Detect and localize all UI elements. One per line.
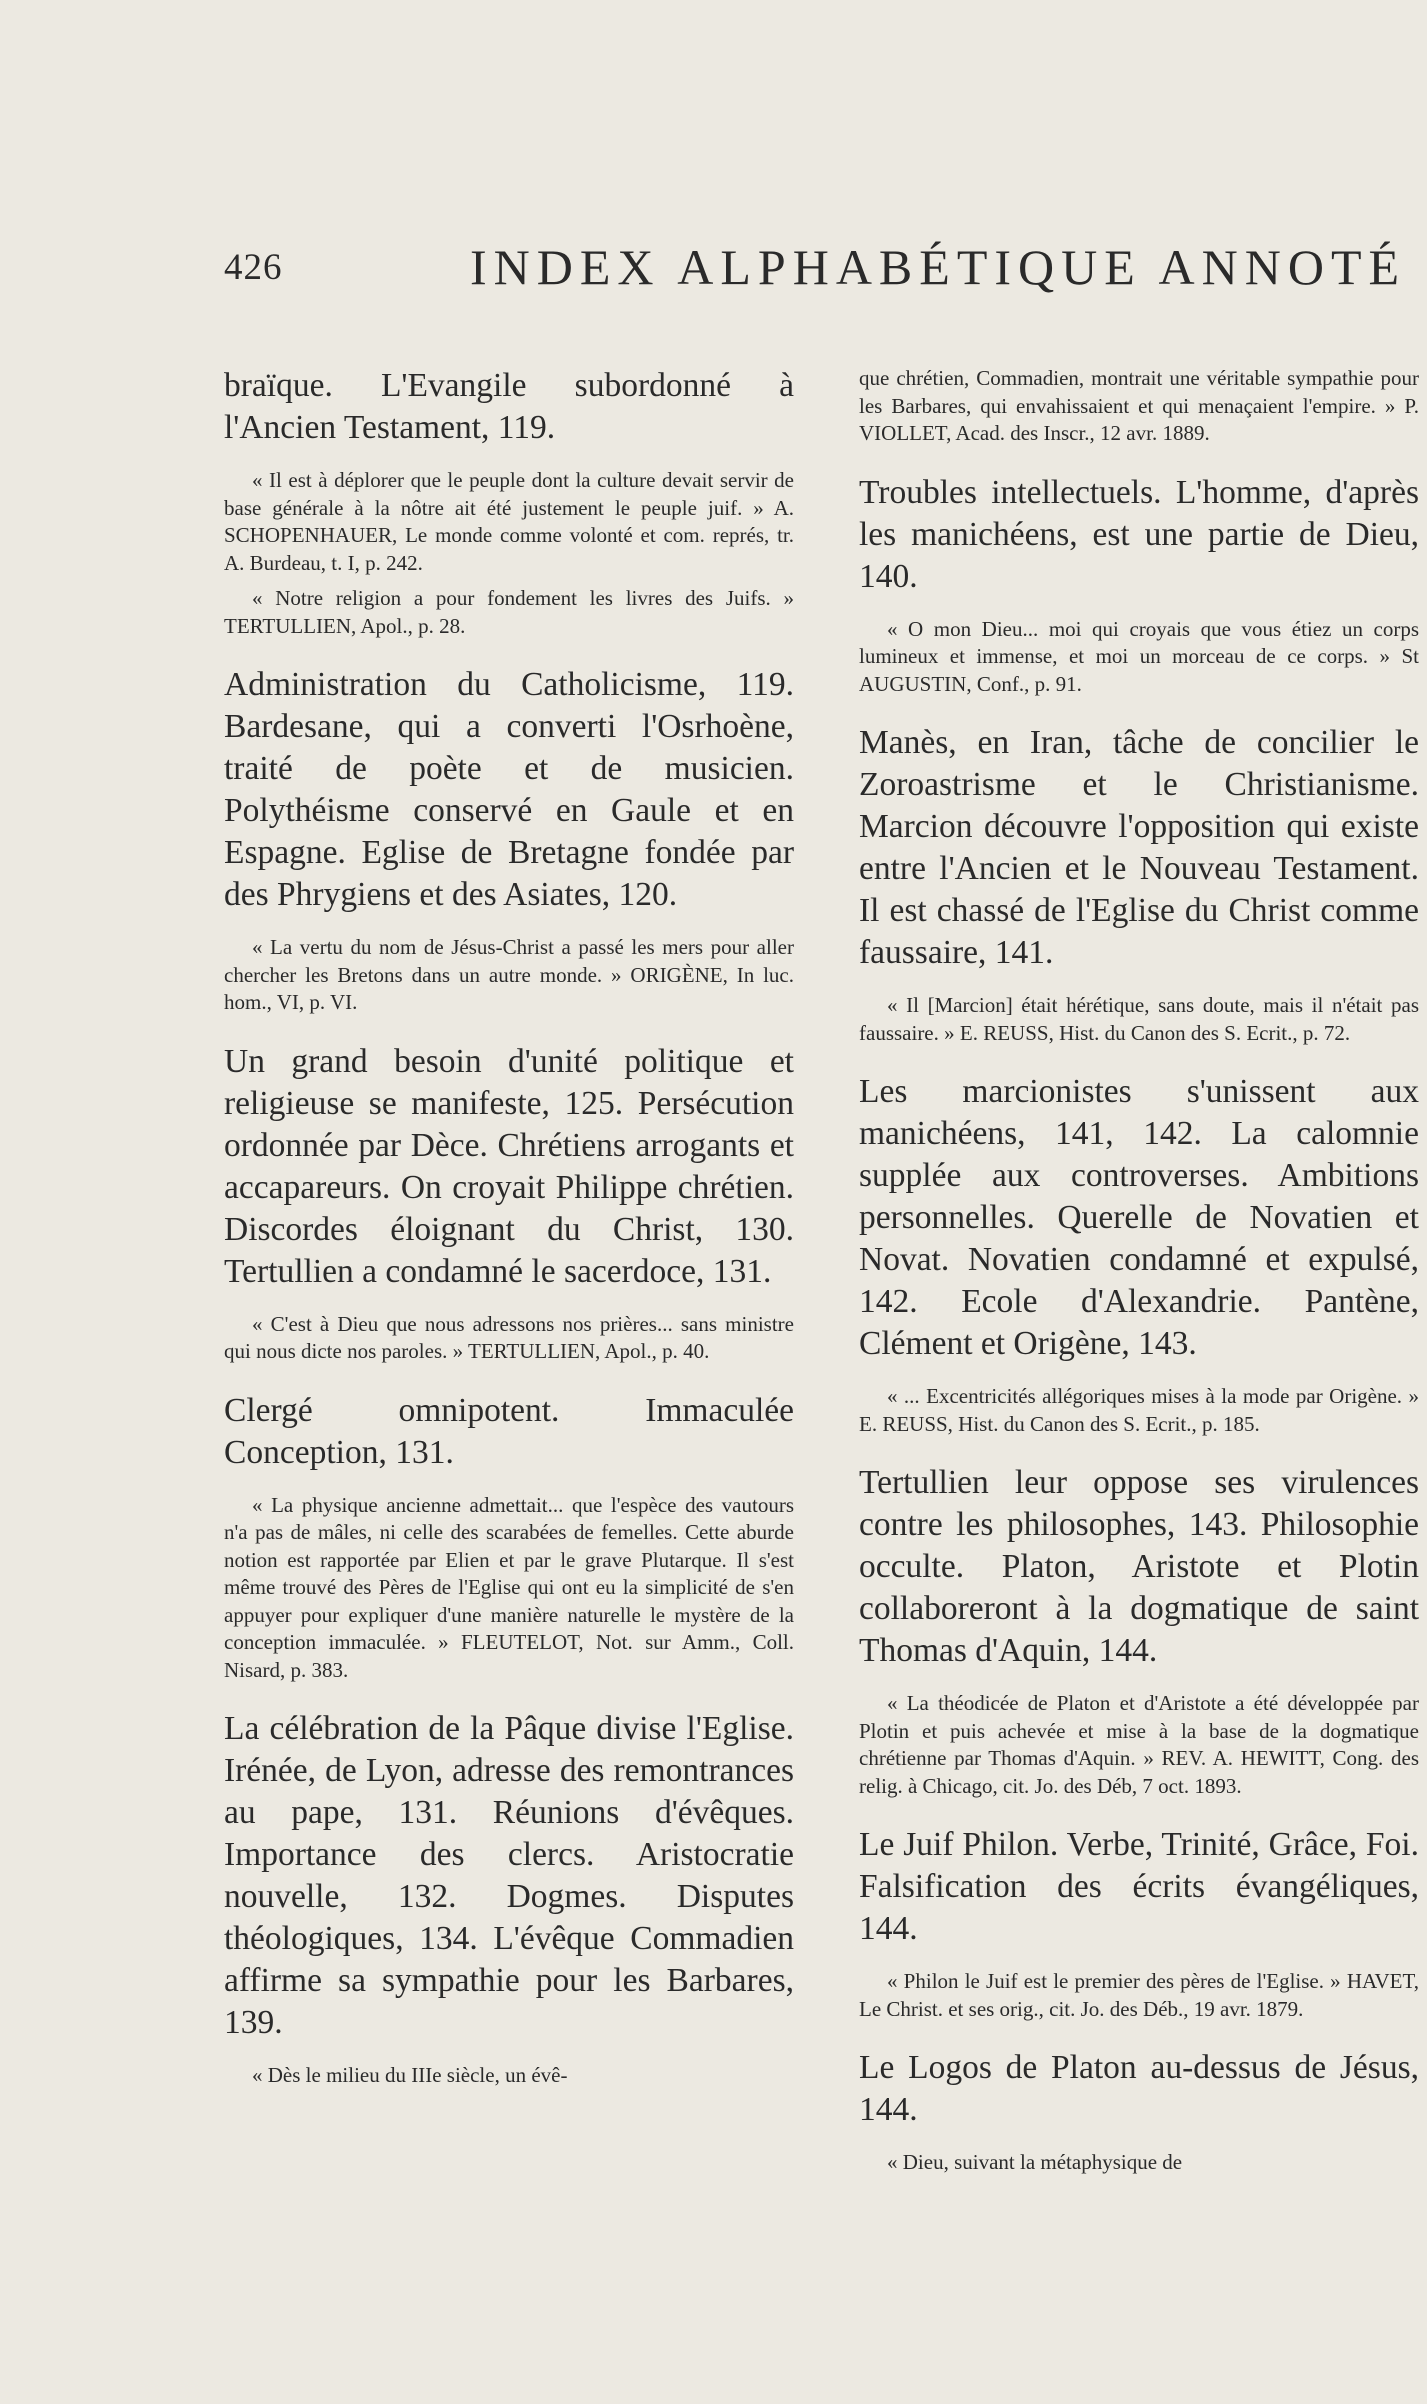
quotation: « Il [Marcion] était hérétique, sans doute, mais il n'était pas faussaire. » E. REUSS, Hist. du Canon des S. Ecrit., p. 72. xyxy=(859,993,1419,1045)
index-entry: Un grand besoin d'unité politique et religieuse se manifeste, 125. Persécution ordonnée par Dèce. Chrétiens arrogants et accapareurs. On croyait Philippe chrétien. Discordes éloignant du Christ, 130. Tertullien a condamné le sacerdoce, 131. xyxy=(224,1042,794,1290)
quotation: « ... Excentricités allégoriques mises à la mode par Origène. » E. REUSS, Hist. du Canon des S. Ecrit., p. 185. xyxy=(859,1384,1419,1436)
index-entry: Le Logos de Platon au-dessus de Jésus, 144. xyxy=(859,2049,1419,2128)
index-entry: Administration du Catholicisme, 119. Bardesane, qui a converti l'Osrhoène, traité de poète et de musicien. Polythéisme conservé en Gaule et en Espagne. Eglise de Bretagne fondée par des Phrygiens et des Asiates, 120. xyxy=(224,666,794,913)
quotation: « Il est à déplorer que le peuple dont la culture devait servir de base générale à la nôtre ait été justement le peuple juif. » A. SCHOPENHAUER, Le monde comme volonté et com. représ, tr. A. Burdeau, t. I, p. 242. xyxy=(224,468,794,575)
quotation: « C'est à Dieu que nous adressons nos prières... sans ministre qui nous dicte nos paroles. » TERTULLIEN, Apol., p. 40. xyxy=(224,1311,794,1363)
left-column xyxy=(224,365,794,2114)
running-title: INDEX ALPHABÉTIQUE ANNOTÉ xyxy=(470,239,1407,295)
index-entry: Les marcionistes s'unissent aux manichéens, 141, 142. La calomnie supplée aux controverses. Ambitions personnelles. Querelle de Novatien et Novat. Novatien condamné et expulsé, 142. Ecole d'Alexandrie. Pantène, Clément et Origène, 143. xyxy=(859,1073,1419,1362)
quotation: « La théodicée de Platon et d'Aristote a été développée par Plotin et puis achevée et mise à la base de la dogmatique chrétienne par Thomas d'Aquin. » REV. A. HEWITT, Cong. des relig. à Chicago, cit. Jo. des Déb, 7 oct. 1893. xyxy=(859,1691,1419,1798)
index-entry: Troubles intellectuels. L'homme, d'après les manichéens, est une partie de Dieu, 140. xyxy=(859,473,1419,595)
quotation: « O mon Dieu... moi qui croyais que vous étiez un corps lumineux et immense, et moi un morceau de ce corps. » St AUGUSTIN, Conf., p. 91. xyxy=(859,616,1419,696)
page-number: 426 xyxy=(224,247,283,288)
index-entry: La célébration de la Pâque divise l'Eglise. Irénée, de Lyon, adresse des remontrances au pape, 131. Réunions d'évêques. Importance des clercs. Aristocratie nouvelle, 132. Dogmes. Disputes théologiques, 134. L'évêque Commadien affirme sa sympathie pour les Barbares, 139. xyxy=(224,1710,794,2041)
quotation: « Notre religion a pour fondement les livres des Juifs. » TERTULLIEN, Apol., p. 28. xyxy=(224,586,794,638)
quotation: « Dieu, suivant la métaphysique de xyxy=(887,2150,1183,2174)
quotation-continued: que chrétien, Commadien, montrait une véritable sympathie pour les Barbares, qui envahissaient et qui menaçaient l'empire. » P. VIOLLET, Acad. des Inscr., 12 avr. 1889. xyxy=(859,366,1419,445)
page-header xyxy=(0,238,1427,298)
quotation: « Philon le Juif est le premier des pères de l'Eglise. » HAVET, Le Christ. et ses orig., cit. Jo. des Déb., 19 avr. 1879. xyxy=(859,1969,1419,2021)
quotation: « Dès le milieu du IIIe siècle, un évê- xyxy=(252,2063,568,2087)
index-entry: Clergé omnipotent. Immaculée Conception, 131. xyxy=(224,1391,794,1471)
index-entry: Manès, en Iran, tâche de concilier le Zoroastrisme et le Christianisme. Marcion découvre l'opposition qui existe entre l'Ancien et le Nouveau Testament. Il est chassé de l'Eglise du Christ comme faussaire, 141. xyxy=(859,724,1419,971)
index-entry: braïque. L'Evangile subordonné à l'Ancien Testament, 119. xyxy=(224,367,794,446)
index-entry: Le Juif Philon. Verbe, Trinité, Grâce, Foi. Falsification des écrits évangéliques, 144. xyxy=(859,1826,1419,1947)
right-column xyxy=(859,365,1419,2201)
index-entry: Tertullien leur oppose ses virulences contre les philosophes, 143. Philosophie occulte. Platon, Aristote et Plotin collaboreront à la dogmatique de saint Thomas d'Aquin, 144. xyxy=(859,1464,1419,1669)
quotation: « La vertu du nom de Jésus-Christ a passé les mers pour aller chercher les Bretons dans un autre monde. » ORIGÈNE, In luc. hom., VI, p. VI. xyxy=(224,935,794,1014)
quotation: « La physique ancienne admettait... que l'espèce des vautours n'a pas de mâles, ni celle des scarabées de femelles. Cette aburde notion est rapportée par Elien et par le grave Plutarque. Il s'est même trouvé des Pères de l'Eglise qui ont eu la simplicité de s'en appuyer pour expliquer d'une manière naturelle le mystère de la conception immaculée. » FLEUTELOT, Not. sur Amm., Coll. Nisard, p. 383. xyxy=(224,1492,794,1682)
